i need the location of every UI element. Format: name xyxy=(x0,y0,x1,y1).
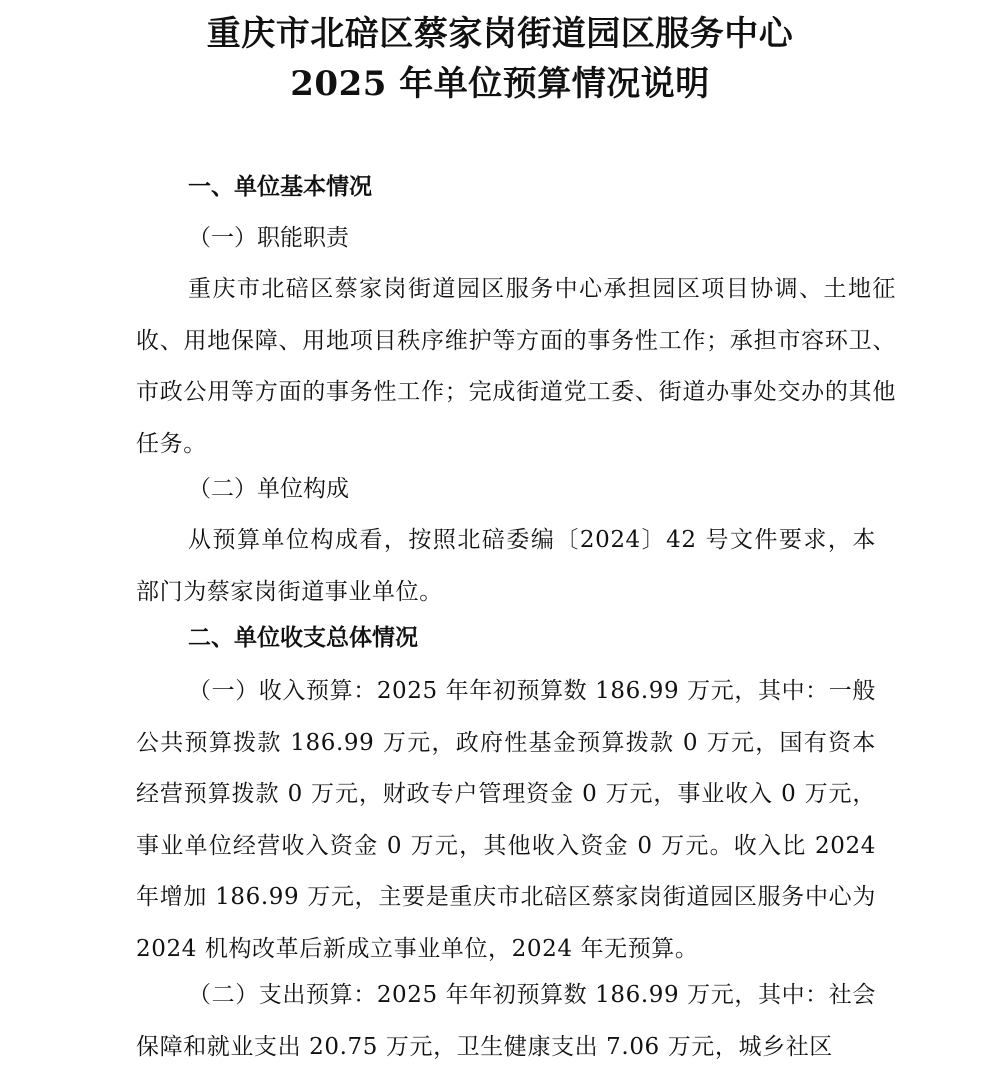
document-title-line1: 重庆市北碚区蔡家岗街道园区服务中心 xyxy=(206,14,794,54)
income-label: （一）收入预算： xyxy=(188,678,377,704)
section1-sub2-title: （二）单位构成 xyxy=(188,476,349,502)
income-text: 2025 年年初预算数 186.99 万元，其中：一般公共预算拨款 186.99 万元，政府性基金预算拨款 0 万元，国有资本经营预算拨款 0 万元，财政专户管理资金 0 万元，事业收入 0 万元，事业单位经营收入资金 0 万元，其他收入资金 0 万元。收入比 2024 年增加 186.99 万元，主要是重庆市北碚区蔡家岗街道园区服务中心为 2024 机构改革后新成立事业单位，2024 年无预算。 xyxy=(136,678,876,962)
section2-expense-paragraph xyxy=(136,970,876,1073)
section1-sub1-title: （一）职能职责 xyxy=(188,225,349,251)
section1-sub2-text: 从预算单位构成看，按照北碚委编〔2024〕42 号文件要求，本部门为蔡家岗街道事业单位。 xyxy=(136,527,876,605)
expense-label: （二）支出预算： xyxy=(188,982,377,1008)
section1-sub1-text: 重庆市北碚区蔡家岗街道园区服务中心承担园区项目协调、土地征收、用地保障、用地项目秩序维护等方面的事务性工作；承担市容环卫、市政公用等方面的事务性工作；完成街道党工委、街道办事处交办的其他任务。 xyxy=(136,276,896,457)
expense-text: 2025 年年初预算数 186.99 万元，其中：社会保障和就业支出 20.75 万元，卫生健康支出 7.06 万元，城乡社区 xyxy=(136,982,876,1060)
section2-heading: 二、单位收支总体情况 xyxy=(188,624,418,651)
section2-income-paragraph xyxy=(136,666,876,975)
section1-heading: 一、单位基本情况 xyxy=(188,173,372,200)
document-title-line2: 2025 年单位预算情况说明 xyxy=(290,64,710,104)
